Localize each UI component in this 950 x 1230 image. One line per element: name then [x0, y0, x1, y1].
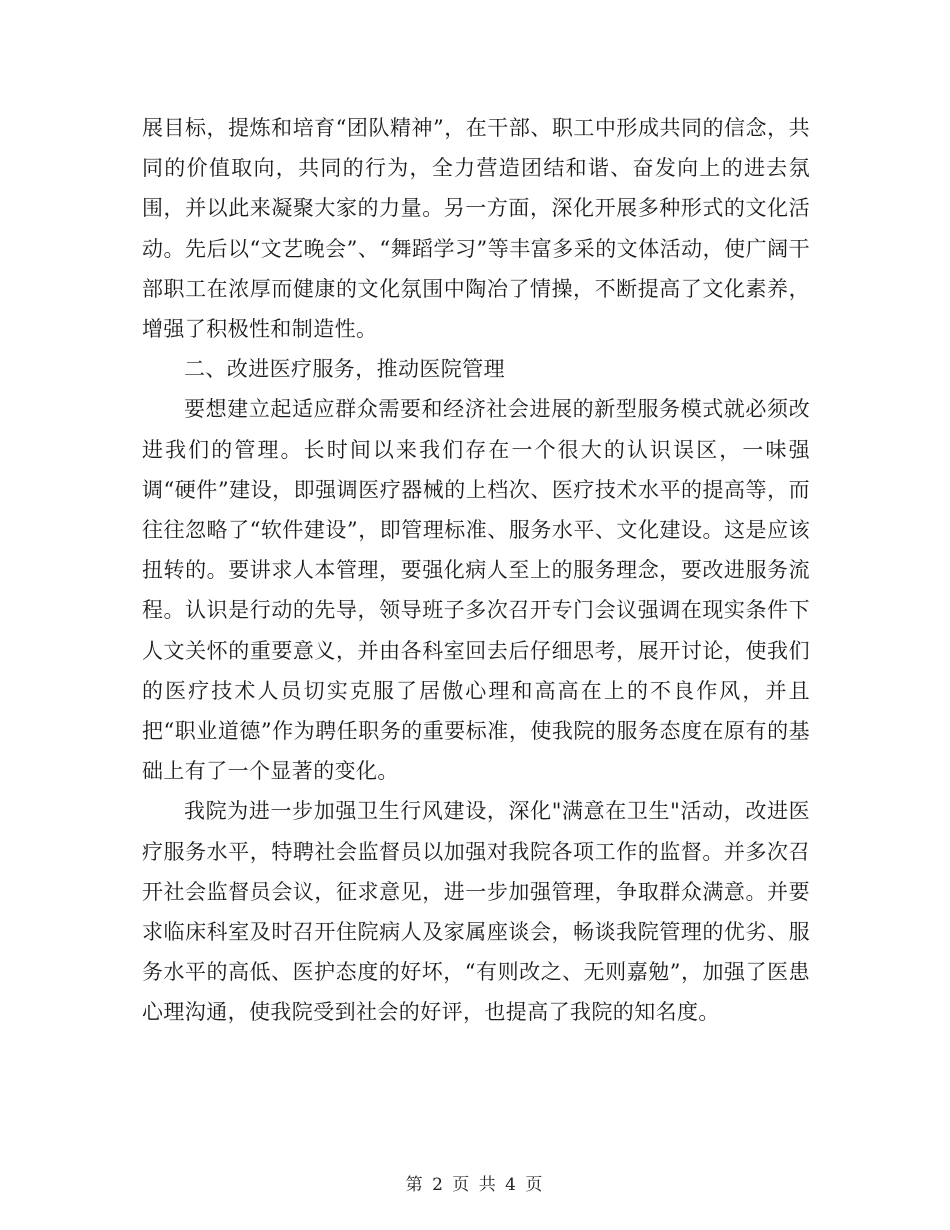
paragraph-management-improvement: 要想建立起适应群众需要和经济社会进展的新型服务模式就必须改进我们的管理。长时间以来我们存在一个很大的认识误区，一味强调“硬件”建设，即强调医疗器械的上档次、医疗技术水平的提高等，而往往忽略了“软件建设”，即管理标准、服务水平、文化建设。这是应该扭转的。要讲求人本管理，要强化病人至上的服务理念，要改进服务流程。认识是行动的先导，领导班子多次召开专门会议强调在现实条件下人文关怀的重要意义，并由各科室回去后仔细思考，展开讨论，使我们的医疗技术人员切实克服了居傲心理和高高在上的不良作风，并且把“职业道德”作为聘任职务的重要标准，使我院的服务态度在原有的基础上有了一个显著的变化。: [142, 397, 810, 784]
section-heading-medical-service: 二、改进医疗服务，推动医院管理: [184, 357, 505, 382]
paragraph-culture-activities: 展目标，提炼和培育“团队精神”，在干部、职工中形成共同的信念，共同的价值取向，共同的行为，全力营造团结和谐、奋发向上的进去氛围，并以此来凝聚大家的力量。另一方面，深化开展多种形式的文化活动。先后以“文艺晚会”、“舞蹈学习”等丰富多采的文体活动，使广阔干部职工在浓厚而健康的文化氛围中陶冶了情操，不断提高了文化素养，增强了积极性和制造性。: [142, 116, 810, 342]
paragraph-social-supervision: 我院为进一步加强卫生行风建设，深化"满意在卫生"活动，改进医疗服务水平，特聘社会监督员以加强对我院各项工作的监督。并多次召开社会监督员会议，征求意见，进一步加强管理，争取群众满意。并要求临床科室及时召开住院病人及家属座谈会，畅谈我院管理的优劣、服务水平的高低、医护态度的好坏，“有则改之、无则嘉勉”，加强了医患心理沟通，使我院受到社会的好评，也提高了我院的知名度。: [142, 799, 810, 1025]
document-body: [142, 108, 810, 1033]
page-number-footer: 第 2 页 共 4 页: [405, 1175, 545, 1195]
